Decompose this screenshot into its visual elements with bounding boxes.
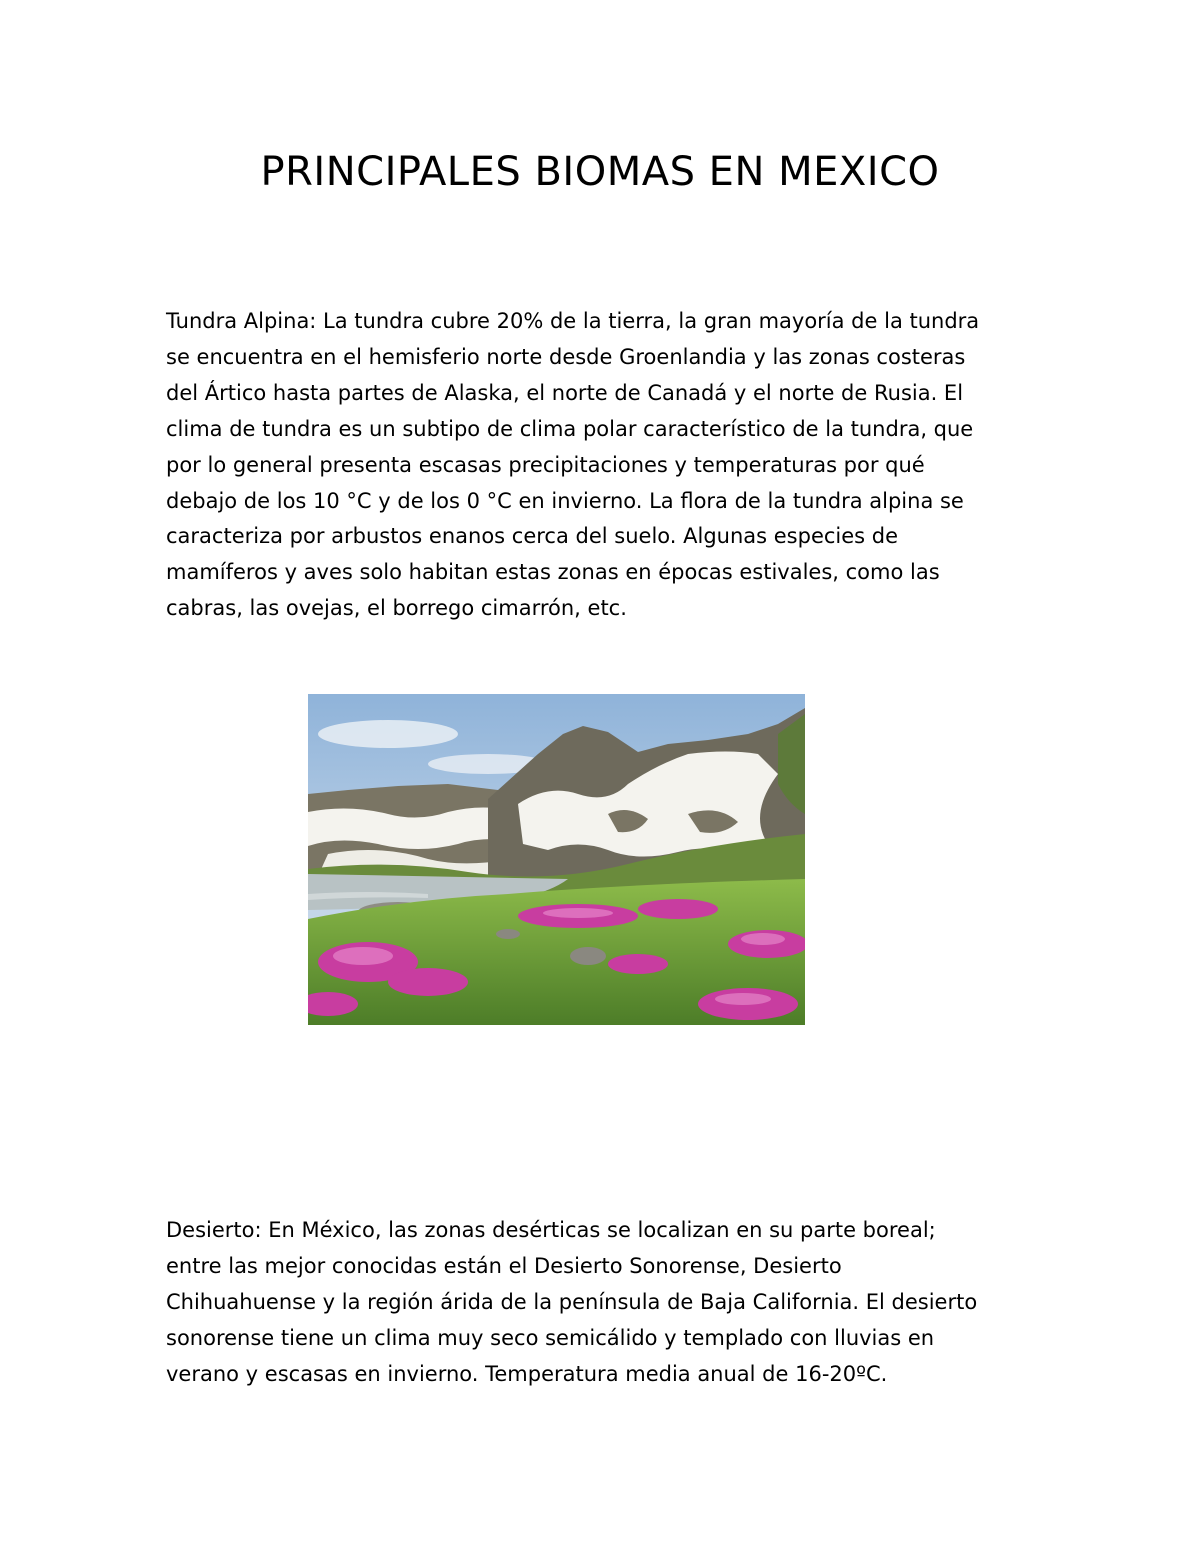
cloud [318,720,458,748]
text-line: debajo de los 10 °C y de los 0 °C en invierno. La flora de la tundra alpina se [166,488,964,513]
text-line: cabras, las ovejas, el borrego cimarrón, etc. [166,596,627,621]
text-line: se encuentra en el hemisferio norte desde Groenlandia y las zonas costeras [166,344,966,369]
text-line: Tundra Alpina: La tundra cubre 20% de la tierra, la gran mayoría de la tundra [166,309,980,333]
meadow-rock [570,947,606,965]
text-line: entre las mejor conocidas están el Desierto Sonorense, Desierto [166,1253,842,1278]
text-line: caracteriza por arbustos enanos cerca del suelo. Algunas especies de [166,524,899,549]
flower-highlight [741,933,785,945]
text-line: por lo general presenta escasas precipitaciones y temperaturas por qué [166,452,925,477]
text-line: sonorense tiene un clima muy seco semicálido y templado con lluvias en [166,1325,935,1350]
flower-cluster [388,968,468,996]
flower-cluster [638,899,718,919]
text-line: Desierto: En México, las zonas desérticas se localizan en su parte boreal; [166,1218,936,1242]
flower-highlight [543,908,613,918]
paragraph-tundra-alpina [166,304,1036,627]
text-line: del Ártico hasta partes de Alaska, el norte de Canadá y el norte de Rusia. El [166,380,964,405]
text-line: mamíferos y aves solo habitan estas zonas en épocas estivales, como las [166,560,940,585]
text-line: verano y escasas en invierno. Temperatura media anual de 16-20ºC. [166,1361,888,1386]
page-title: PRINCIPALES BIOMAS EN MEXICO [260,149,940,195]
meadow-rock [496,929,520,939]
flower-cluster [608,954,668,974]
text-line: clima de tundra es un subtipo de clima polar característico de la tundra, que [166,416,974,441]
flower-highlight [715,993,771,1005]
alpine-tundra-photo [308,694,805,1025]
flower-highlight [333,947,393,965]
paragraph-desierto [166,1213,1036,1393]
text-line: Chihuahuense y la región árida de la península de Baja California. El desierto [166,1289,978,1314]
